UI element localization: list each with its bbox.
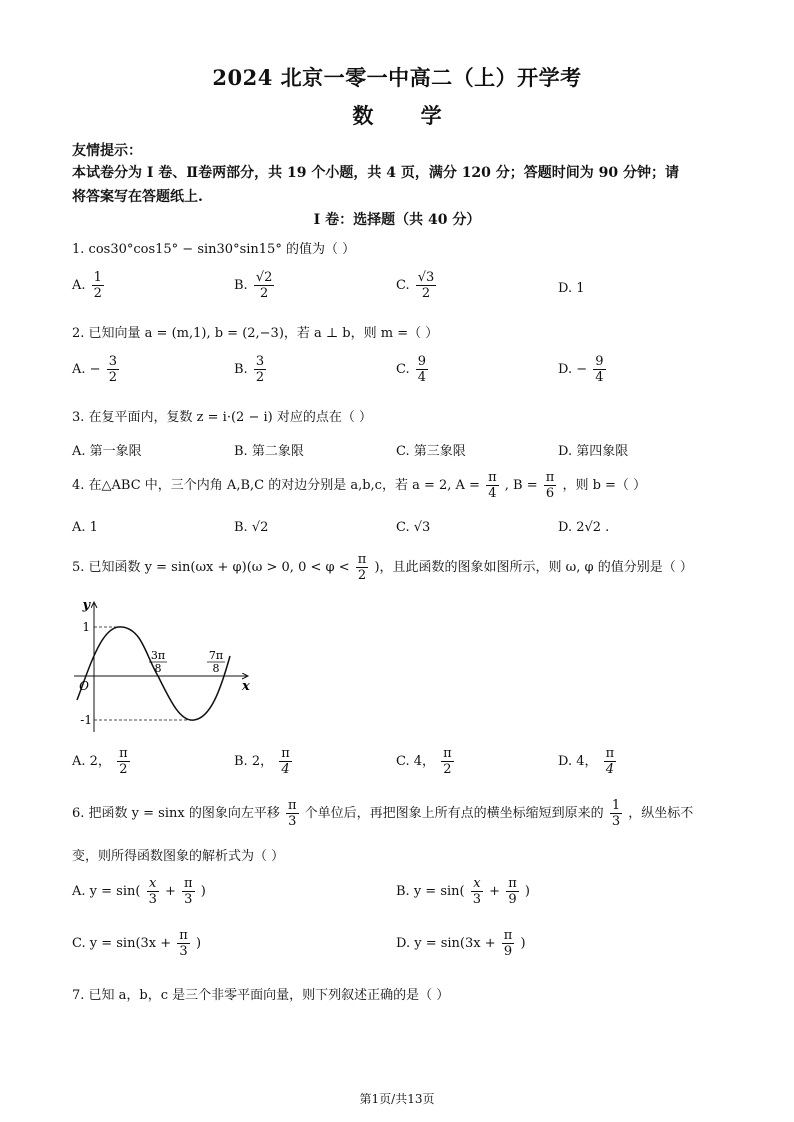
q4-option-a[interactable]: A. 1 [72, 520, 98, 535]
q6-option-a[interactable]: A. y = sin( $\frac{x}{3}$ + $\frac{\pi}{3}$ ) [72, 876, 206, 907]
q2-option-b[interactable]: B. $\frac{3}{2}$ [234, 354, 265, 385]
q5-option-a[interactable]: A. 2， $\frac{\pi}{2}$ [72, 746, 128, 777]
tick-label-3pi8-num: 3π [150, 649, 166, 662]
tick-label-7pi8-den: 8 [212, 662, 220, 675]
question-4-stem: 4. 在△ABC 中，三个内角 A,B,C 的对边分别是 a,b,c，若 a = 2, A = $\frac{\pi}{4}$ , B = $\frac{\pi}{6}$ ，则 b =（ ） [72, 470, 647, 501]
x-axis-label: x [242, 679, 250, 694]
question-5-stem: 5. 已知函数 y = sin(ωx + φ)(ω > 0, 0 < φ < $\frac{\pi}{2}$ )，且此函数的图象如图所示，则 ω, φ 的值分别是（ ） [72, 552, 693, 583]
q4-option-c[interactable]: C. √3 [396, 520, 431, 535]
q3-option-c[interactable]: C. 第三象限 [396, 444, 466, 459]
sine-curve [77, 627, 230, 720]
y-axis-label: y [82, 598, 90, 613]
q4-option-b[interactable]: B. √2 [234, 520, 269, 535]
q3-option-d[interactable]: D. 第四象限 [558, 444, 629, 459]
q1-option-a[interactable]: A. $\frac{1}{2}$ [72, 270, 102, 301]
tick-label-7pi8-num: 7π [208, 649, 224, 662]
tips-line-2: 将答案写在答题纸上. [72, 189, 203, 205]
q2-option-c[interactable]: C. $\frac{9}{4}$ [396, 354, 427, 385]
question-6-stem: 6. 把函数 y = sinx 的图象向左平移 $\frac{\pi}{3}$ 个单位后，再把图象上所有点的横坐标缩短到原来的 $\frac{1}{3}$ ，纵坐标不 [72, 798, 694, 829]
tips-heading: 友情提示： [72, 143, 142, 159]
q5-option-c[interactable]: C. 4， $\frac{\pi}{2}$ [396, 746, 452, 777]
q6-option-c[interactable]: C. y = sin(3x + $\frac{\pi}{3}$ ) [72, 928, 202, 959]
q3-option-a[interactable]: A. 第一象限 [72, 444, 142, 459]
origin-label: O [79, 679, 89, 693]
q3-option-b[interactable]: B. 第二象限 [234, 444, 304, 459]
question-7-stem: 7. 已知 a，b，c 是三个非零平面向量，则下列叙述正确的是（ ） [72, 988, 450, 1003]
q1-option-b[interactable]: B. $\frac{√2}{2}$ [234, 270, 273, 301]
q6-option-d[interactable]: D. y = sin(3x + $\frac{\pi}{9}$ ) [396, 928, 526, 959]
q5-option-d[interactable]: D. 4， $\frac{\pi}{4}$ [558, 746, 615, 777]
subject-title: 数 学 [352, 103, 442, 128]
section-title: I 卷：选择题（共 40 分） [313, 212, 481, 228]
question-1-stem: 1. cos30°cos15° − sin30°sin15° 的值为（ ） [72, 242, 356, 257]
tips-line-1: 本试卷分为 I 卷、Ⅱ卷两部分，共 19 个小题，共 4 页，满分 120 分；答题时间为 90 分钟；请 [72, 165, 680, 181]
q5-option-b[interactable]: B. 2， $\frac{\pi}{4}$ [234, 746, 290, 777]
question-2-stem: 2. 已知向量 a = (m,1), b = (2,−3)，若 a ⊥ b，则 m =（ ） [72, 326, 439, 341]
tick-label-minus-1: -1 [80, 713, 92, 727]
tick-label-1: 1 [82, 620, 90, 634]
question-6-stem-line-2: 变，则所得函数图象的解析式为（ ） [72, 849, 285, 864]
tick-label-3pi8-den: 8 [154, 662, 162, 675]
question-3-stem: 3. 在复平面内，复数 z = i·(2 − i) 对应的点在（ ） [72, 410, 372, 425]
q2-option-d[interactable]: D. − $\frac{9}{4}$ [558, 354, 604, 385]
page-footer: 第1页/共13页 [359, 1092, 435, 1106]
q6-option-b[interactable]: B. y = sin( $\frac{x}{3}$ + $\frac{\pi}{9}$ ) [396, 876, 530, 907]
page-title: 2024 北京一零一中高二（上）开学考 [212, 65, 582, 90]
q1-option-c[interactable]: C. $\frac{√3}{2}$ [396, 270, 435, 301]
q4-option-d[interactable]: D. 2√2 . [558, 520, 610, 535]
sine-graph [72, 596, 262, 736]
q1-option-d[interactable]: D. 1 [558, 281, 585, 296]
q2-option-a[interactable]: A. − $\frac{3}{2}$ [72, 354, 117, 385]
